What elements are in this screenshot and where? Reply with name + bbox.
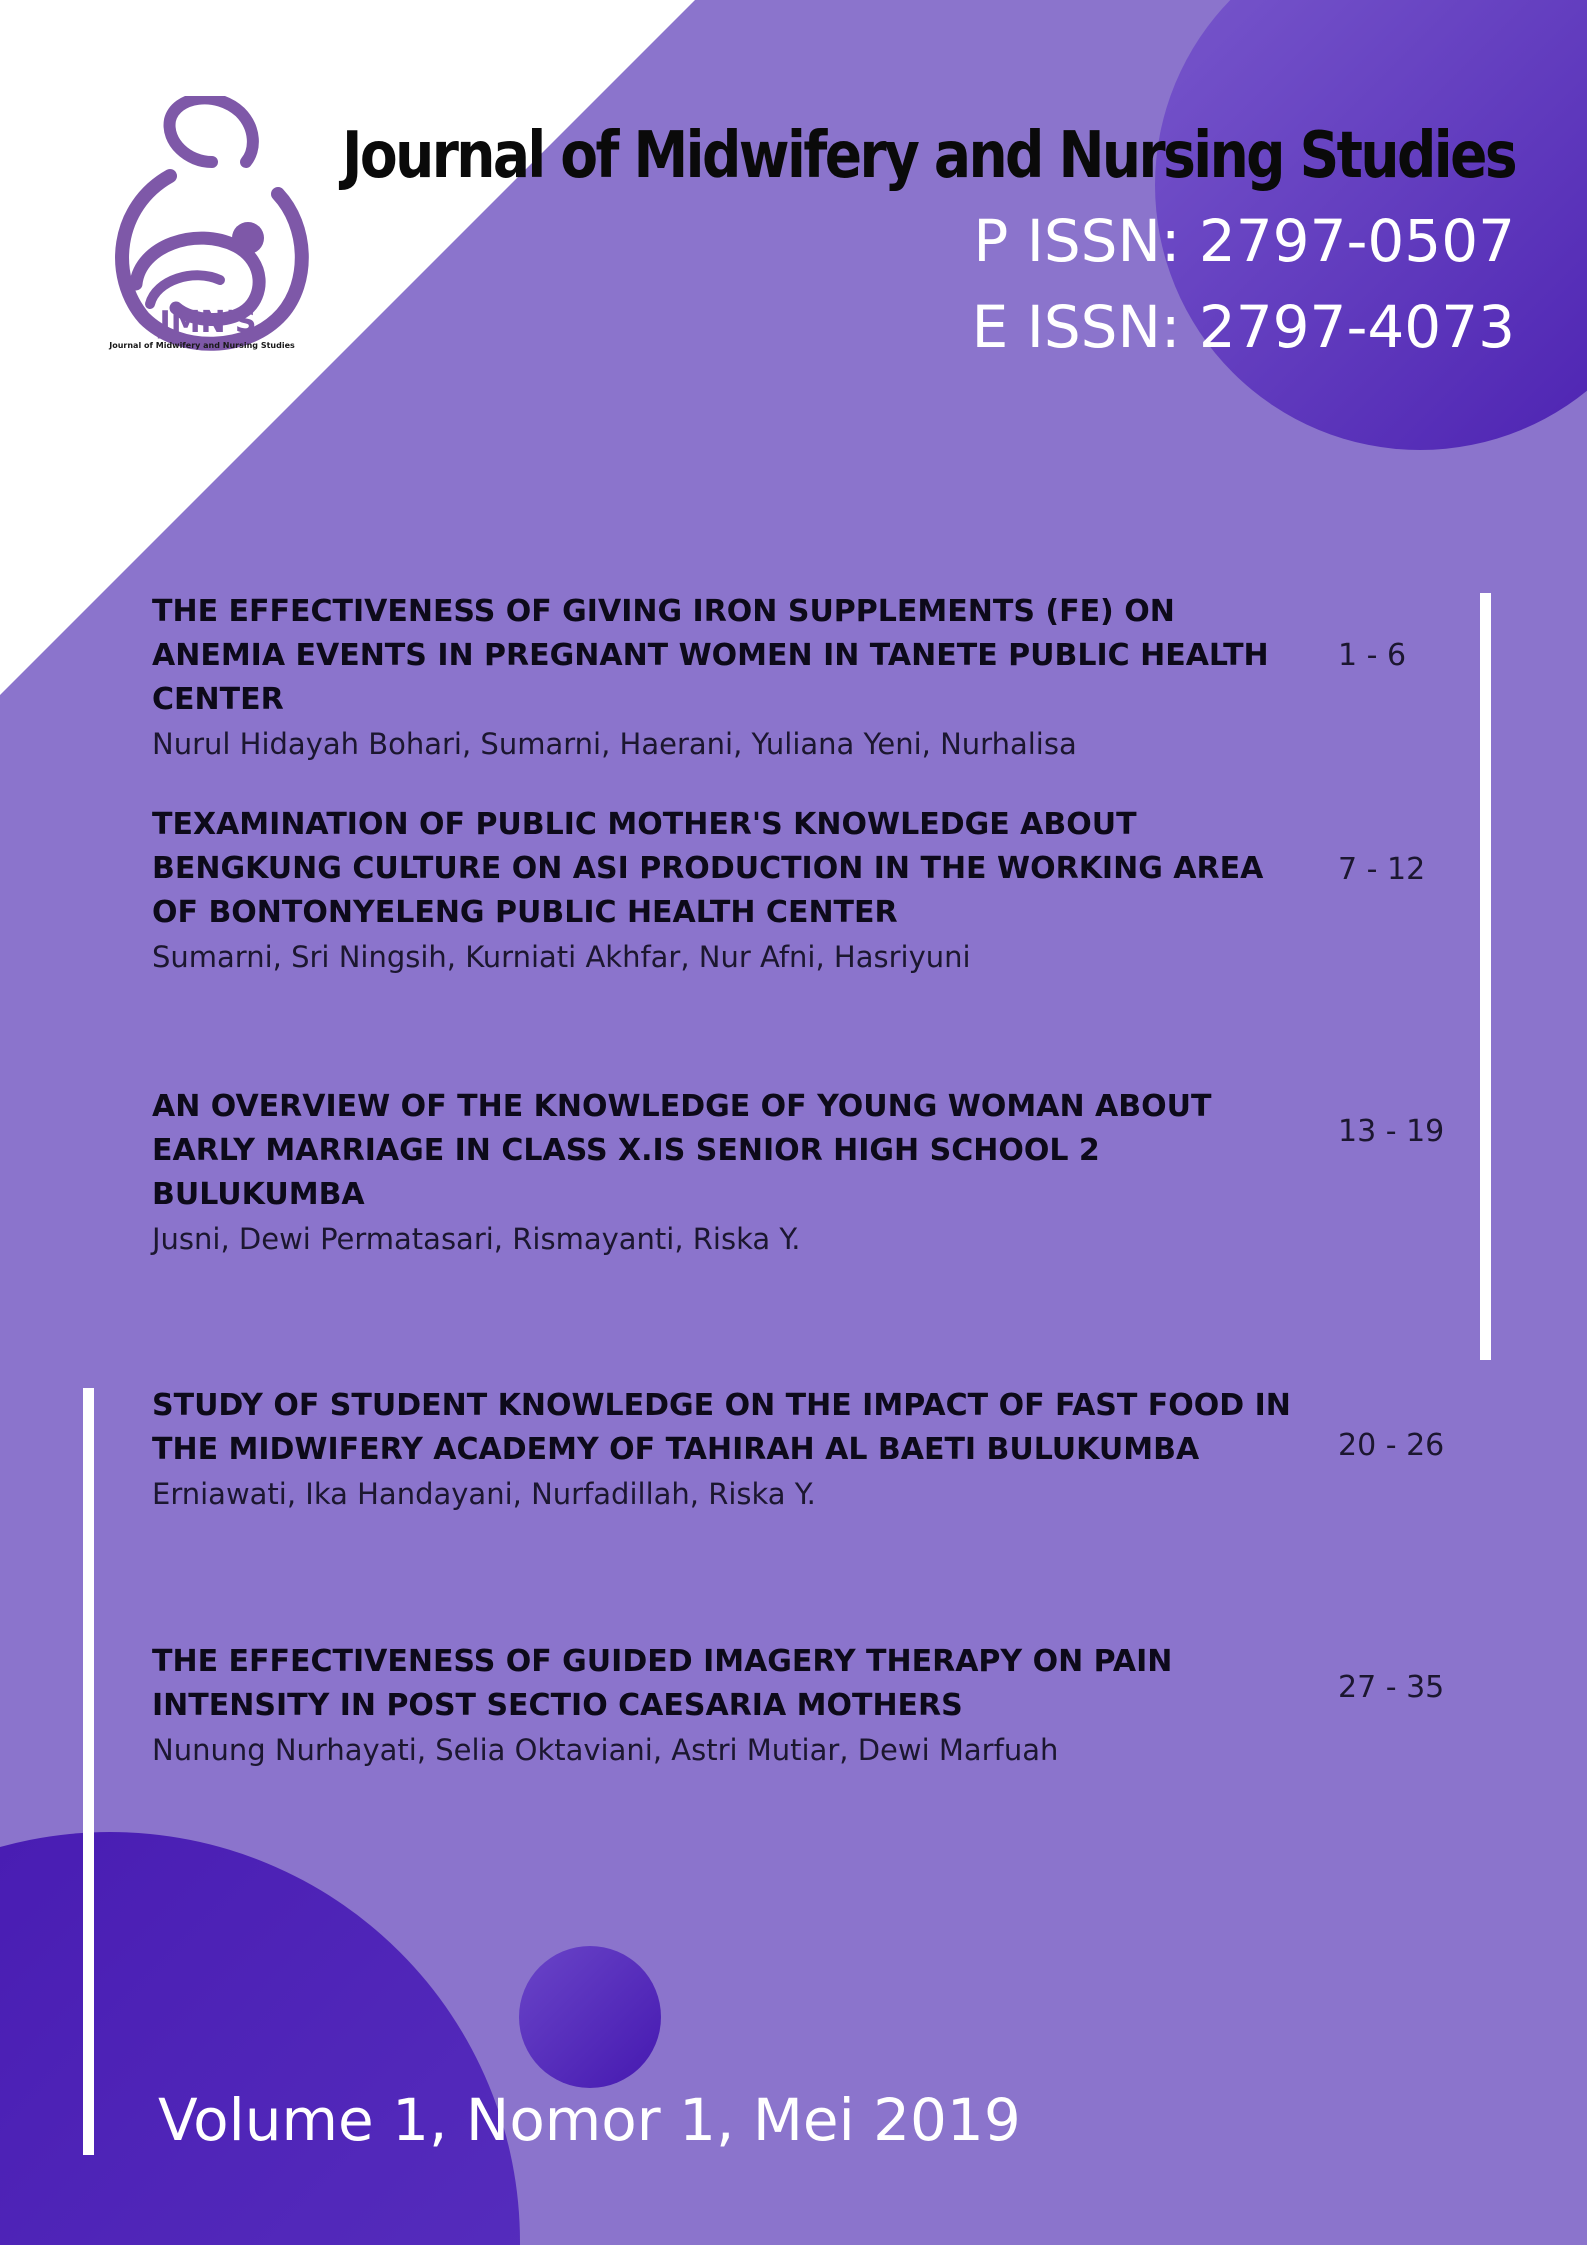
article-authors: Nunung Nurhayati, Selia Oktaviani, Astri Mutiar, Dewi Marfuah	[152, 1733, 1059, 1767]
article-pages: 27 - 35	[1338, 1670, 1445, 1705]
article-title: THE EFFECTIVENESS OF GUIDED IMAGERY THERAPY ON PAIN INTENSITY IN POST SECTIO CAESARIA MOTHERS	[152, 1644, 1173, 1723]
article-authors: Erniawati, Ika Handayani, Nurfadillah, Riska Y.	[152, 1477, 816, 1511]
logo-head	[170, 98, 253, 162]
bottom-left-circle	[0, 1832, 520, 2245]
article-pages: 13 - 19	[1338, 1114, 1445, 1149]
logo-baby-inner	[150, 275, 220, 304]
article-authors: Sumarni, Sri Ningsih, Kurniati Akhfar, Nur Afni, Hasriyuni	[152, 940, 971, 974]
article-title: THE EFFECTIVENESS OF GIVING IRON SUPPLEMENTS (FE) ON ANEMIA EVENTS IN PREGNANT WOMEN IN TANETE PUBLIC HEALTH CENTER	[152, 594, 1269, 717]
article-item	[152, 1384, 1302, 1516]
journal-logo	[96, 96, 316, 356]
small-circle	[519, 1946, 661, 2088]
article-authors: Jusni, Dewi Permatasari, Rismayanti, Riska Y.	[152, 1222, 801, 1256]
article-title: STUDY OF STUDENT KNOWLEDGE ON THE IMPACT OF FAST FOOD IN THE MIDWIFERY ACADEMY OF TAHIRAH AL BAETI BULUKUMBA	[152, 1388, 1291, 1467]
volume-info: Volume 1, Nomor 1, Mei 2019	[158, 2086, 1021, 2154]
article-item	[152, 590, 1302, 766]
article-title: TEXAMINATION OF PUBLIC MOTHER'S KNOWLEDGE ABOUT BENGKUNG CULTURE ON ASI PRODUCTION IN THE WORKING AREA OF BONTONYELENG PUBLIC HEALTH CENTER	[152, 807, 1264, 930]
article-item	[152, 1640, 1302, 1772]
article-title: AN OVERVIEW OF THE KNOWLEDGE OF YOUNG WOMAN ABOUT EARLY MARRIAGE IN CLASS X.IS SENIOR HIGH SCHOOL 2 BULUKUMBA	[152, 1089, 1212, 1212]
logo-text: JMN'S	[159, 305, 257, 340]
article-pages: 20 - 26	[1338, 1428, 1445, 1463]
logo-baby-head	[232, 222, 264, 254]
journal-title: Journal of Midwifery and Nursing Studies	[341, 119, 1515, 193]
left-vertical-bar	[83, 1388, 94, 2155]
article-authors: Nurul Hidayah Bohari, Sumarni, Haerani, Yuliana Yeni, Nurhalisa	[152, 727, 1077, 761]
right-vertical-bar	[1480, 593, 1491, 1360]
p-issn: P ISSN: 2797-0507	[973, 207, 1515, 275]
article-item	[152, 803, 1302, 979]
logo-subtext: Journal of Midwifery and Nursing Studies	[109, 341, 295, 350]
e-issn: E ISSN: 2797-4073	[971, 293, 1515, 361]
article-item	[152, 1085, 1302, 1261]
article-pages: 7 - 12	[1338, 852, 1426, 887]
article-pages: 1 - 6	[1338, 638, 1407, 673]
